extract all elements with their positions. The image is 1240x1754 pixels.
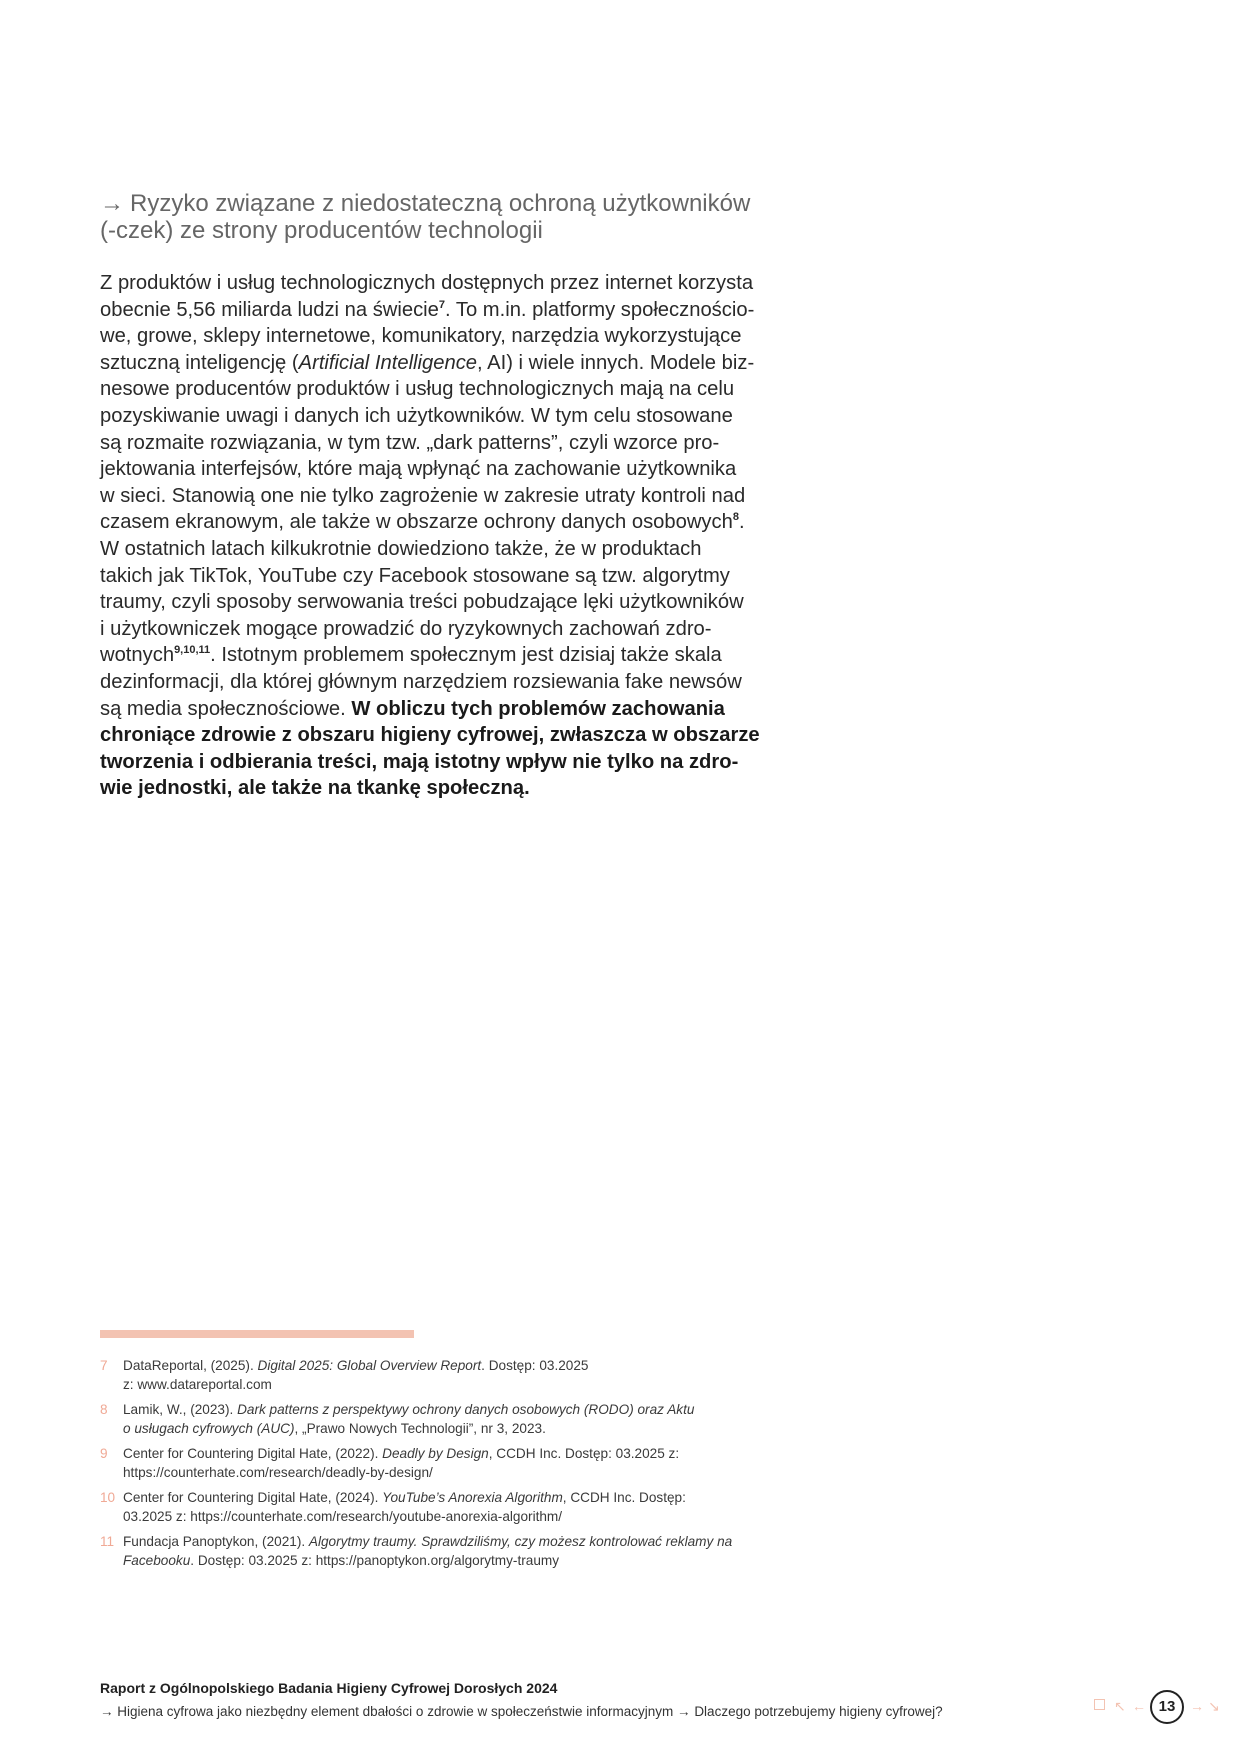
- footnote-number: 10: [100, 1490, 116, 1505]
- footnote-8: 8 Lamik, W., (2023). Dark patterns z perspektywy ochrony danych osobowych (RODO) oraz Aktu o usługach cyfrowych (AUC), „Prawo Nowych Technologii”, nr 3, 2023.: [100, 1402, 695, 1436]
- body-line: w sieci. Stanowią one nie tylko zagrożenie w zakresie utraty kontroli nad: [100, 484, 746, 507]
- arrow-right-icon: →: [677, 1704, 691, 1719]
- breadcrumb-item[interactable]: Higiena cyfrowa jako niezbędny element dbałości o zdrowie w społeczeństwie informacyjnym: [117, 1704, 674, 1719]
- body-line: pozyskiwanie uwagi i danych ich użytkowników. W tym celu stosowane: [100, 404, 733, 427]
- body-line-bold: chroniące zdrowie z obszaru higieny cyfrowej, zwłaszcza w obszarze: [100, 724, 760, 747]
- page-number: 13: [1150, 1690, 1184, 1724]
- body-line-bold: wie jednostki, ale także na tkankę społeczną.: [100, 777, 530, 800]
- arrow-left-icon[interactable]: ←: [1132, 1698, 1146, 1714]
- footnotes: [100, 1356, 800, 1576]
- body-line: i użytkowniczek mogące prowadzić do ryzykownych zachowań zdro-: [100, 617, 712, 640]
- footnote-link[interactable]: z: www.datareportal.com: [123, 1377, 272, 1392]
- body-line-bold: tworzenia i odbierania treści, mają istotny wpływ nie tylko na zdro-: [100, 750, 739, 773]
- page-navigation: [1094, 1690, 1224, 1722]
- body-line: są media społecznościowe. W obliczu tych problemów zachowania: [100, 697, 725, 720]
- footnote-7: 7 DataReportal, (2025). Digital 2025: Global Overview Report. Dostęp: 03.2025 z: www.datareportal.com: [100, 1356, 800, 1394]
- footnote-number: 11: [100, 1534, 115, 1549]
- arrow-right-icon: →: [100, 190, 124, 217]
- body-line: jektowania interfejsów, które mają wpłynąć na zachowanie użytkownika: [100, 458, 737, 481]
- arrow-down-right-icon[interactable]: ↘: [1208, 1698, 1220, 1714]
- footnote-ref-8[interactable]: 8: [732, 511, 739, 524]
- footnote-number: 7: [100, 1358, 108, 1373]
- arrow-right-icon: →: [100, 1704, 114, 1719]
- footnote-ref-9-10-11[interactable]: 9,10,11: [174, 644, 211, 657]
- breadcrumb: [100, 1704, 943, 1719]
- report-title: Raport z Ogólnopolskiego Badania Higieny Cyfrowej Dorosłych 2024: [100, 1680, 558, 1696]
- footnote-divider: [100, 1330, 414, 1338]
- contents-square-icon[interactable]: [1094, 1699, 1105, 1710]
- footnote-10: 10 Center for Countering Digital Hate, (2024). YouTube’s Anorexia Algorithm, CCDH Inc. Dostęp: 03.2025 z: https://counterhate.com/research/youtube-anorexia-algorithm/: [100, 1488, 800, 1526]
- arrow-right-icon[interactable]: →: [1190, 1698, 1204, 1714]
- body-line: nesowe producentów produktów i usług technologicznych mają na celu: [100, 378, 735, 401]
- footnote-9: 9 Center for Countering Digital Hate, (2022). Deadly by Design, CCDH Inc. Dostęp: 03.2025 z: https://counterhate.com/research/deadly-by-design/: [100, 1444, 800, 1482]
- footnote-link[interactable]: 03.2025 z: https://counterhate.com/research/youtube-anorexia-algorithm/: [123, 1509, 563, 1524]
- body-line: wotnych$^{9,10,11}$. Istotnym problemem społecznym jest dzisiaj także skala: [100, 644, 722, 667]
- body-line: Z produktów i usług technologicznych dostępnych przez internet korzysta: [100, 272, 754, 294]
- footnote-number: 8: [100, 1402, 108, 1417]
- body-paragraph: [100, 270, 790, 802]
- body-line: dezinformacji, dla której głównym narzędziem rozsiewania fake newsów: [100, 670, 742, 693]
- body-line: czasem ekranowym, ale także w obszarze ochrony danych osobowych$^8$.: [100, 511, 745, 534]
- body-line: są rozmaite rozwiązania, w tym tzw. „dark patterns”, czyli wzorce pro-: [100, 431, 720, 454]
- footnote-number: 9: [100, 1446, 108, 1461]
- footnote-link[interactable]: Facebooku. Dostęp: 03.2025 z: https://panoptykon.org/algorytmy-traumy: [123, 1553, 559, 1568]
- breadcrumb-item[interactable]: Dlaczego potrzebujemy higieny cyfrowej?: [694, 1704, 943, 1719]
- body-line: obecnie 5,56 miliarda ludzi na świecie$^7$. To m.in. platformy społecznościo-: [100, 298, 755, 321]
- body-line: sztuczną inteligencję (Artificial Intelligence, AI) i wiele innych. Modele biz-: [100, 351, 755, 374]
- body-line: takich jak TikTok, YouTube czy Facebook stosowane są tzw. algorytmy: [100, 564, 730, 587]
- section-heading-line-1: → Ryzyko związane z niedostateczną ochroną użytkowników: [100, 190, 751, 217]
- body-line: we, growe, sklepy internetowe, komunikatory, narzędzia wykorzystujące: [100, 325, 742, 348]
- section-heading: [100, 190, 800, 244]
- footnote-link[interactable]: https://counterhate.com/research/deadly-by-design/: [123, 1465, 433, 1480]
- footnote-11: 11 Fundacja Panoptykon, (2021). Algorytmy traumy. Sprawdziliśmy, czy możesz kontrolować reklamy na Facebooku. Dostęp: 03.2025 z: https://panoptykon.org/algorytmy-traumy: [100, 1532, 800, 1570]
- body-line: W ostatnich latach kilkukrotnie dowiedziono także, że w produktach: [100, 537, 702, 560]
- arrow-up-left-icon[interactable]: ↖: [1114, 1698, 1126, 1714]
- section-heading-line-2: (-czek) ze strony producentów technologii: [100, 217, 543, 244]
- body-line: traumy, czyli sposoby serwowania treści pobudzające lęki użytkowników: [100, 591, 744, 614]
- footnote-ref-7[interactable]: 7: [438, 298, 446, 311]
